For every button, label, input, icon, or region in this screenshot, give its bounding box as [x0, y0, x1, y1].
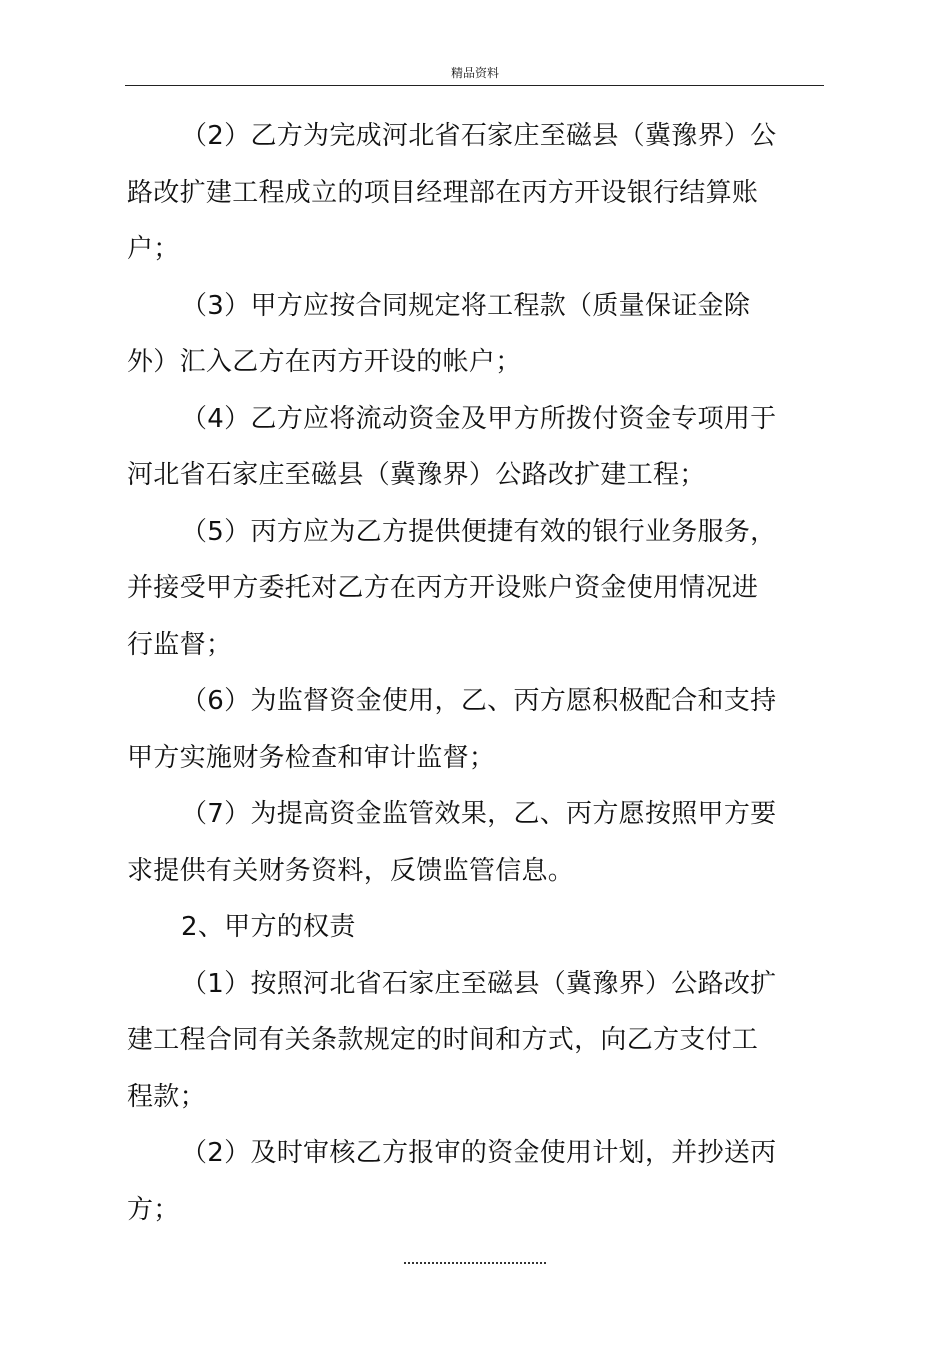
paragraph-item-2: （2）乙方为完成河北省石家庄至磁县（冀豫界）公路改扩建工程成立的项目经理部在丙方开设银行结算账户；: [127, 121, 777, 264]
section-heading-party-a-rights: 2、甲方的权责: [181, 912, 356, 942]
paragraph-item-5: （5）丙方应为乙方提供便捷有效的银行业务服务，并接受甲方委托对乙方在丙方开设账户资金使用情况进行监督；: [127, 516, 777, 660]
paragraph-party-a-item-1: （1）按照河北省石家庄至磁县（冀豫界）公路改扩建工程合同有关条款规定的时间和方式，向乙方支付工程款；: [127, 968, 777, 1112]
document-body: [127, 108, 777, 1238]
paragraph-party-a-item-2: （2）及时审核乙方报审的资金使用计划，并抄送丙方；: [127, 1138, 777, 1225]
paragraph-item-3: （3）甲方应按合同规定将工程款（质量保证金除外）汇入乙方在丙方开设的帐户；: [127, 290, 751, 377]
page-header-label: 精品资料: [450, 66, 499, 80]
paragraph-item-6: （6）为监督资金使用，乙、丙方愿积极配合和支持甲方实施财务检查和审计监督；: [127, 686, 777, 773]
header-divider: [125, 85, 824, 86]
paragraph-item-7: （7）为提高资金监管效果，乙、丙方愿按照甲方要求提供有关财务资料，反馈监管信息。: [127, 799, 777, 886]
paragraph-item-4: （4）乙方应将流动资金及甲方所拨付资金专项用于河北省石家庄至磁县（冀豫界）公路改扩建工程；: [127, 403, 777, 490]
footer-dotted-divider: [404, 1262, 546, 1264]
